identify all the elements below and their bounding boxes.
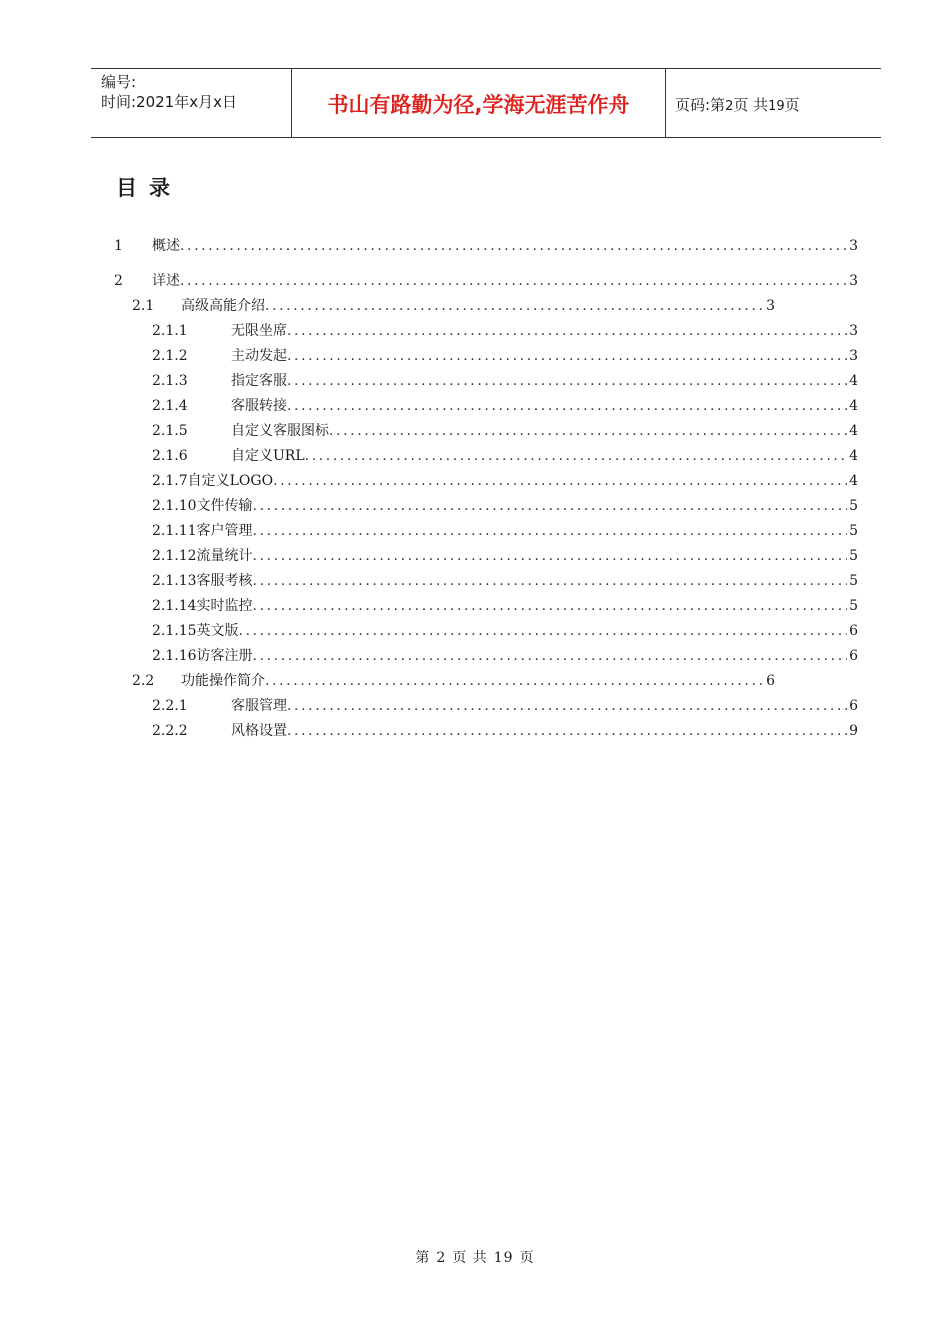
toc-entry[interactable] [152, 345, 858, 365]
toc-leader-dots [287, 348, 847, 364]
toc-entry-number: 2.1.4 [152, 398, 188, 414]
toc-entry-page: 4 [849, 448, 858, 464]
toc-entry-page: 5 [849, 548, 858, 564]
toc-entry-title: 概述 [152, 238, 180, 254]
toc-entry-title: 指定客服 [231, 373, 287, 389]
page-footer [0, 1247, 950, 1267]
toc-entry[interactable] [152, 445, 858, 465]
toc-leader-dots [265, 673, 764, 689]
page-mid: 页 共 [733, 96, 769, 114]
toc-entry-page: 6 [849, 648, 858, 664]
toc-entry-page: 4 [849, 473, 858, 489]
toc-entry-number: 1 [114, 238, 123, 254]
toc-entry-number: 2.1.3 [152, 373, 188, 389]
toc-entry-title: 自定义URL [231, 448, 305, 464]
toc-entry-number: 2.1.15 [152, 623, 197, 639]
toc-entry-number: 2.1.5 [152, 423, 188, 439]
toc-entry[interactable] [152, 645, 858, 665]
toc-entry[interactable] [152, 420, 858, 440]
toc-entry-title: 风格设置 [231, 723, 287, 739]
toc-entry-page: 6 [849, 623, 858, 639]
toc-entry[interactable] [152, 595, 858, 615]
toc-leader-dots [287, 723, 847, 739]
toc-entry-page: 4 [849, 398, 858, 414]
toc-entry-page: 4 [849, 423, 858, 439]
toc-entry[interactable] [132, 295, 775, 315]
toc-leader-dots [287, 698, 847, 714]
toc-entry-title: 客服考核 [196, 573, 253, 589]
toc-entry[interactable] [152, 570, 858, 590]
toc-entry-title: 流量统计 [196, 548, 253, 564]
toc-entry[interactable] [152, 395, 858, 415]
toc-entry[interactable] [152, 620, 858, 640]
toc-entry-title: 客服管理 [231, 698, 287, 714]
toc-entry-number: 2.1.11 [152, 523, 197, 539]
toc-entry-title: 访客注册 [196, 648, 253, 664]
toc-entry-number: 2.2.1 [152, 698, 188, 714]
header-page-cell [665, 69, 881, 137]
footer-mid: 页 共 [452, 1250, 488, 1266]
page-end: 页 [784, 96, 800, 114]
footer-suffix: 页 [519, 1250, 535, 1266]
toc-entry-number: 2.2 [132, 673, 155, 689]
toc-entry-page: 6 [766, 673, 775, 689]
toc-entry-page: 5 [849, 598, 858, 614]
motto-text: 书山有路勤为径,学海无涯苦作舟 [327, 93, 630, 117]
toc-entry-title: 实时监控 [196, 598, 253, 614]
toc-leader-dots [253, 548, 848, 564]
toc-leader-dots [239, 623, 848, 639]
toc-entry-page: 5 [849, 523, 858, 539]
footer-current: 2 [436, 1250, 447, 1266]
toc-entry-title: 功能操作简介 [181, 673, 265, 689]
toc-entry[interactable] [152, 520, 858, 540]
toc-entry[interactable] [152, 320, 858, 340]
toc-leader-dots [180, 238, 847, 254]
toc-entry-page: 5 [849, 498, 858, 514]
toc-entry[interactable] [152, 370, 858, 390]
toc-entry[interactable] [114, 270, 858, 290]
toc-entry-number: 2.1.10 [152, 498, 197, 514]
toc-entry-title: 客户管理 [196, 523, 253, 539]
toc-entry-title: 无限坐席 [231, 323, 287, 339]
toc-entry-title: 高级高能介绍 [181, 298, 265, 314]
toc-entry-number: 2.1.12 [152, 548, 197, 564]
toc-leader-dots [305, 448, 847, 464]
toc-leader-dots [287, 323, 847, 339]
toc-leader-dots [287, 373, 847, 389]
toc-entry-title: 主动发起 [231, 348, 287, 364]
toc-entry-page: 5 [849, 573, 858, 589]
toc-leader-dots [253, 498, 848, 514]
serial-label: 编号: [101, 73, 137, 91]
toc-entry-number: 2.1.7 [152, 473, 188, 489]
toc-title: 目录 [116, 176, 182, 200]
toc-entry-title: 英文版 [196, 623, 239, 639]
page-current: 2 [725, 99, 734, 114]
toc-entry-number: 2.1.2 [152, 348, 188, 364]
toc-entry-page: 3 [766, 298, 775, 314]
toc-entry[interactable] [114, 235, 858, 255]
toc-leader-dots [273, 473, 847, 489]
toc-entry-title: 自定义LOGO [187, 473, 274, 489]
time-label: 时间:2021年x月x日 [101, 93, 237, 111]
toc-entry-title: 详述 [152, 273, 180, 289]
page-total: 19 [768, 99, 785, 114]
header-motto-cell [291, 69, 666, 137]
toc-entry[interactable] [152, 545, 858, 565]
header-page-info [675, 94, 800, 115]
toc-entry-number: 2 [114, 273, 123, 289]
footer-total: 19 [493, 1250, 514, 1266]
toc-entry-page: 3 [849, 273, 858, 289]
toc-leader-dots [180, 273, 847, 289]
toc-leader-dots [329, 423, 847, 439]
toc-leader-dots [287, 398, 847, 414]
toc-entry[interactable] [132, 670, 775, 690]
page-label: 页码:第 [675, 96, 726, 114]
toc-entry-title: 自定义客服图标 [231, 423, 329, 439]
footer-prefix: 第 [415, 1250, 431, 1266]
toc-entry-title: 客服转接 [231, 398, 287, 414]
toc-entry[interactable] [152, 495, 858, 515]
toc-entry-title: 文件传输 [196, 498, 253, 514]
toc-entry-page: 3 [849, 238, 858, 254]
toc-entry-number: 2.1.13 [152, 573, 197, 589]
toc-entry-number: 2.1 [132, 298, 155, 314]
toc-entry[interactable] [152, 720, 858, 740]
header-left-cell [91, 69, 291, 137]
toc-entry-number: 2.1.6 [152, 448, 188, 464]
toc-entry-number: 2.1.16 [152, 648, 197, 664]
toc-entry-page: 3 [849, 348, 858, 364]
toc-entry-number: 2.1.1 [152, 323, 188, 339]
toc-leader-dots [265, 298, 764, 314]
toc-entry-page: 3 [849, 323, 858, 339]
toc-leader-dots [253, 573, 848, 589]
toc-entry[interactable] [152, 695, 858, 715]
toc-entry-page: 4 [849, 373, 858, 389]
toc-entry[interactable] [152, 470, 858, 490]
toc-entry-page: 9 [849, 723, 858, 739]
toc-leader-dots [253, 648, 848, 664]
page-header [91, 68, 881, 138]
toc-entry-page: 6 [849, 698, 858, 714]
toc-entry-number: 2.2.2 [152, 723, 188, 739]
toc-leader-dots [253, 598, 848, 614]
toc-leader-dots [253, 523, 848, 539]
toc-entry-number: 2.1.14 [152, 598, 197, 614]
